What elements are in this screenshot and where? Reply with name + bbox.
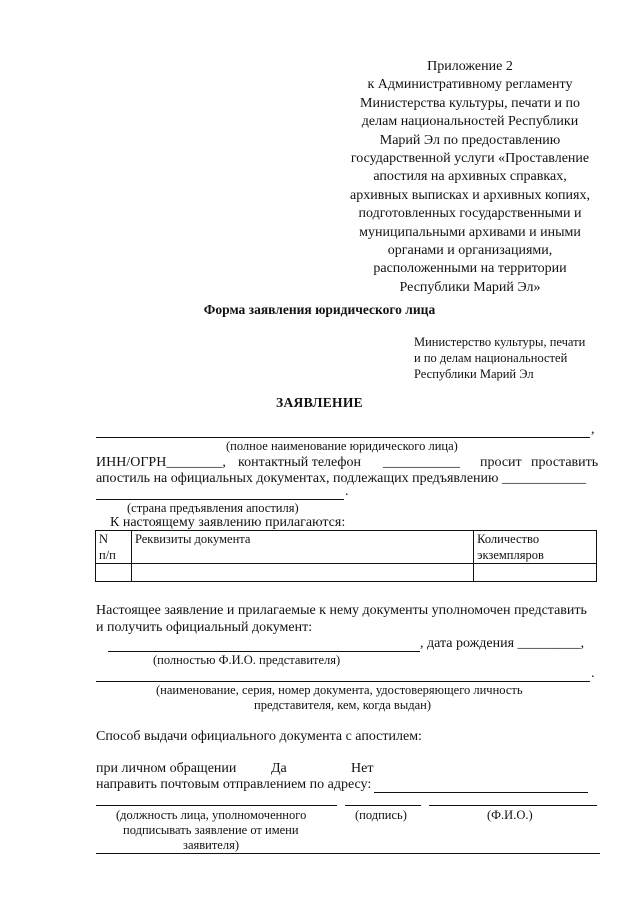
table-cell-number[interactable] bbox=[96, 564, 132, 582]
col-number-header bbox=[96, 531, 132, 564]
position-caption-1: (должность лица, уполномоченного bbox=[116, 808, 307, 822]
signature-field[interactable] bbox=[345, 805, 421, 806]
position-caption-2: подписывать заявление от имени bbox=[123, 823, 299, 837]
org-name-field[interactable] bbox=[96, 437, 590, 438]
appendix-line: Марий Эл по предоставлению bbox=[379, 132, 561, 148]
documents-table bbox=[95, 530, 597, 582]
representative-name-caption: (полностью Ф.И.О. представителя) bbox=[153, 653, 341, 667]
bottom-divider bbox=[96, 853, 600, 854]
org-name-caption: (полное наименование юридического лица) bbox=[226, 439, 458, 453]
col-number-top: N bbox=[99, 532, 109, 546]
id-document-caption-1: (наименование, серия, номер документа, удостоверяющего личность bbox=[156, 683, 523, 697]
appendix-line: органами и организациями, bbox=[387, 243, 553, 259]
form-title: Форма заявления юридического лица bbox=[203, 302, 436, 317]
position-caption-3: заявителя) bbox=[183, 838, 239, 852]
apostille-purpose-line: апостиль на официальных документах, подлежащих предъявлению ____________ bbox=[96, 471, 586, 486]
col-details-header: Реквизиты документа bbox=[131, 531, 473, 564]
period: . bbox=[591, 666, 595, 681]
period: . bbox=[345, 484, 349, 499]
appendix-line: к Административному регламенту bbox=[367, 77, 573, 93]
asks-word: просит bbox=[480, 455, 522, 470]
by-mail-label: направить почтовым отправлением по адресу: bbox=[96, 777, 372, 792]
document-heading: ЗАЯВЛЕНИЕ bbox=[276, 395, 363, 410]
full-name-caption: (Ф.И.О.) bbox=[487, 808, 533, 822]
to-apply-word: проставить bbox=[531, 455, 599, 470]
phone-field[interactable]: ___________ bbox=[383, 455, 460, 470]
appendix-line: делам национальностей Республики bbox=[361, 114, 579, 130]
authorized-line-2: и получить официальный документ: bbox=[96, 620, 313, 635]
inn-ogrn-label: ИНН/ОГРН________, bbox=[96, 455, 226, 470]
in-person-label: при личном обращении bbox=[96, 761, 237, 776]
attached-intro: К настоящему заявлению прилагаются: bbox=[110, 515, 346, 530]
representative-name-field[interactable] bbox=[108, 651, 420, 652]
mail-address-field[interactable] bbox=[374, 792, 588, 793]
country-caption: (страна предъявления апостиля) bbox=[127, 501, 299, 515]
appendix-line: архивных выписках и архивных копиях, bbox=[350, 187, 590, 203]
full-name-field[interactable] bbox=[429, 805, 597, 806]
option-no[interactable]: Нет bbox=[351, 761, 374, 776]
id-document-caption-2: представителя, кем, когда выдан) bbox=[254, 698, 431, 712]
appendix-line: муниципальными архивами и иными bbox=[359, 224, 581, 240]
position-field[interactable] bbox=[96, 805, 337, 806]
col-quantity-top: Количество bbox=[477, 532, 540, 546]
signature-caption: (подпись) bbox=[355, 808, 407, 822]
col-quantity-bottom: экземпляров bbox=[477, 548, 544, 562]
birth-date-field[interactable]: , дата рождения _________, bbox=[420, 636, 585, 651]
authorized-line-1: Настоящее заявление и прилагаемые к нему документы уполномочен представить bbox=[96, 603, 587, 618]
appendix-line: Министерства культуры, печати и по bbox=[360, 95, 580, 111]
appendix-line: расположенными на территории bbox=[373, 261, 567, 277]
addressee-line: Республики Марий Эл bbox=[414, 367, 534, 381]
delivery-method-title: Способ выдачи официального документа с апостилем: bbox=[96, 729, 422, 744]
addressee-line: Министерство культуры, печати bbox=[414, 335, 586, 349]
addressee-block bbox=[414, 334, 585, 382]
appendix-line: Приложение 2 bbox=[427, 59, 513, 74]
appendix-line: Республики Марий Эл» bbox=[399, 279, 541, 295]
appendix-line: государственной услуги «Проставление bbox=[350, 151, 590, 167]
comma: , bbox=[591, 422, 595, 437]
table-row bbox=[96, 564, 597, 582]
option-yes[interactable]: Да bbox=[271, 761, 287, 776]
appendix-line: подготовленных государственными и bbox=[358, 206, 582, 222]
col-quantity-header bbox=[474, 531, 597, 564]
country-field[interactable] bbox=[96, 499, 344, 500]
id-document-field[interactable] bbox=[96, 681, 590, 682]
phone-label: контактный телефон bbox=[238, 455, 361, 470]
table-cell-details[interactable] bbox=[131, 564, 473, 582]
table-header-row bbox=[96, 531, 597, 564]
col-number-bottom: п/п bbox=[99, 548, 116, 562]
addressee-line: и по делам национальностей bbox=[414, 351, 568, 365]
appendix-block bbox=[300, 58, 639, 297]
table-cell-quantity[interactable] bbox=[474, 564, 597, 582]
appendix-line: апостиля на архивных справках, bbox=[373, 169, 567, 185]
